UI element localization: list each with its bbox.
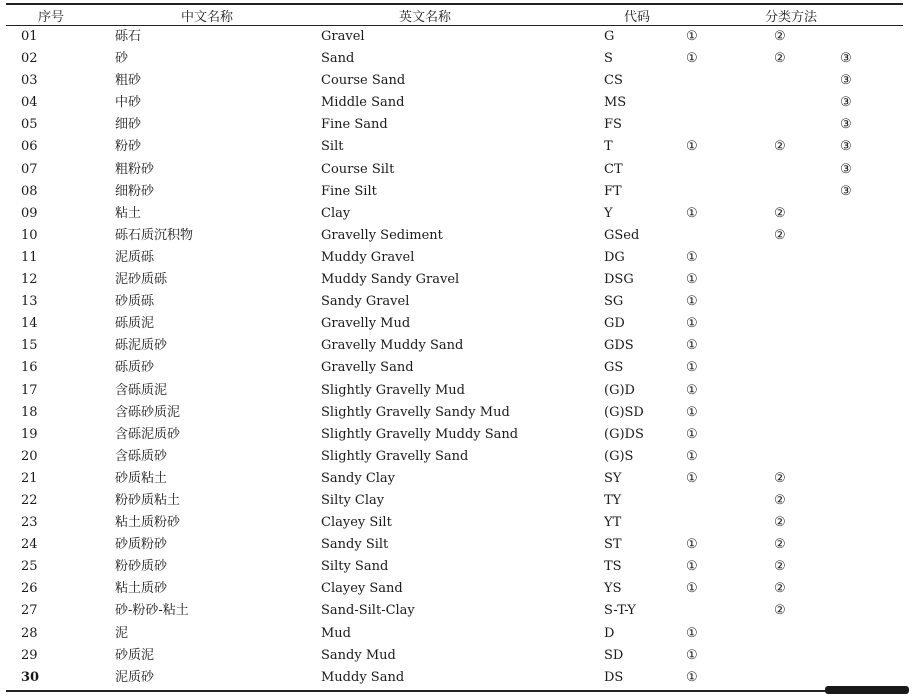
row-method-1: ① — [686, 581, 698, 597]
row-method-1: ① — [686, 338, 698, 354]
row-english-name: Clay — [321, 205, 351, 221]
row-chinese-name: 粗砂 — [115, 73, 142, 89]
row-index: 28 — [21, 625, 38, 641]
table-row — [6, 357, 903, 379]
row-chinese-name: 粉砂质砂 — [115, 559, 168, 575]
row-method-1: ① — [686, 448, 698, 464]
row-index: 21 — [21, 470, 38, 486]
row-code: DG — [604, 249, 625, 265]
row-method-1: ① — [686, 559, 698, 575]
row-index: 04 — [21, 95, 38, 111]
row-code: S-T-Y — [604, 603, 636, 619]
row-method-3: ③ — [840, 117, 852, 133]
row-chinese-name: 粘土质粉砂 — [115, 515, 181, 531]
row-code: G — [604, 29, 615, 44]
row-index: 02 — [21, 51, 38, 67]
row-chinese-name: 砂质粘土 — [115, 470, 168, 486]
row-code: CT — [604, 161, 623, 177]
row-chinese-name: 细砂 — [115, 117, 142, 133]
row-method-2: ② — [774, 559, 786, 575]
row-chinese-name: 泥砂质砾 — [115, 272, 168, 288]
header-classification-method: 分类方法 — [765, 10, 818, 25]
row-index: 15 — [21, 338, 38, 354]
table-row — [6, 313, 903, 335]
table-row — [6, 136, 903, 158]
row-method-2: ② — [774, 603, 786, 619]
row-method-2: ② — [774, 515, 786, 531]
row-method-1: ① — [686, 647, 698, 663]
row-method-2: ② — [774, 139, 786, 155]
row-english-name: Sand — [321, 51, 355, 67]
table-row — [6, 490, 903, 512]
row-chinese-name: 泥质砂 — [115, 669, 155, 685]
row-chinese-name: 砾质砂 — [115, 360, 155, 376]
table-row — [6, 600, 903, 622]
row-index: 12 — [21, 272, 38, 288]
row-method-1: ① — [686, 139, 698, 155]
row-index: 11 — [21, 249, 38, 265]
row-code: SG — [604, 294, 624, 310]
table-row — [6, 92, 903, 114]
table-row — [6, 247, 903, 269]
row-chinese-name: 细粉砂 — [115, 183, 155, 199]
row-index: 22 — [21, 492, 38, 508]
row-chinese-name: 粉砂质粘土 — [115, 492, 181, 508]
table-row — [6, 402, 903, 424]
row-method-2: ② — [774, 51, 786, 67]
row-method-3: ③ — [840, 161, 852, 177]
row-chinese-name: 砂质泥 — [115, 647, 155, 663]
row-english-name: Gravel — [321, 29, 365, 44]
row-index: 01 — [21, 29, 38, 44]
row-english-name: Sandy Silt — [321, 537, 389, 553]
row-english-name: Gravelly Sand — [321, 360, 414, 376]
row-method-1: ① — [686, 294, 698, 310]
table-row — [6, 203, 903, 225]
row-method-3: ③ — [840, 73, 852, 89]
row-method-2: ② — [774, 470, 786, 486]
table-row — [6, 48, 903, 70]
row-code: (G)D — [604, 382, 635, 398]
row-chinese-name: 砂质粉砂 — [115, 537, 168, 553]
row-code: GS — [604, 360, 624, 376]
row-code: SD — [604, 647, 624, 663]
row-index: 09 — [21, 205, 38, 221]
table-row — [6, 291, 903, 313]
row-english-name: Muddy Sand — [321, 669, 405, 685]
row-method-1: ① — [686, 404, 698, 420]
row-english-name: Sandy Clay — [321, 470, 396, 486]
row-english-name: Silty Sand — [321, 559, 389, 575]
row-chinese-name: 砂-粉砂-粘土 — [115, 603, 189, 619]
row-index: 25 — [21, 559, 38, 575]
table-row — [6, 335, 903, 357]
table-row — [6, 667, 903, 689]
row-method-2: ② — [774, 205, 786, 221]
row-english-name: Sandy Mud — [321, 647, 396, 663]
row-code: DS — [604, 669, 624, 685]
row-chinese-name: 泥质砾 — [115, 249, 155, 265]
header-index: 序号 — [38, 10, 65, 25]
watermark-mark — [825, 686, 909, 694]
row-index: 17 — [21, 382, 38, 398]
table-row — [6, 446, 903, 468]
row-english-name: Slightly Gravelly Muddy Sand — [321, 426, 519, 442]
row-chinese-name: 含砾泥质砂 — [115, 426, 181, 442]
table-row — [6, 424, 903, 446]
row-english-name: Course Silt — [321, 161, 395, 177]
row-index: 19 — [21, 426, 38, 442]
row-code: (G)DS — [604, 426, 644, 442]
row-index: 30 — [21, 669, 40, 685]
row-english-name: Slightly Gravelly Sandy Mud — [321, 404, 510, 420]
row-index: 10 — [21, 227, 38, 243]
row-chinese-name: 砾质泥 — [115, 316, 155, 332]
table-row — [6, 556, 903, 578]
row-method-3: ③ — [840, 183, 852, 199]
row-code: GDS — [604, 338, 634, 354]
row-code: FS — [604, 117, 622, 133]
row-method-1: ① — [686, 470, 698, 486]
table-row — [6, 623, 903, 645]
row-method-1: ① — [686, 316, 698, 332]
header-english-name: 英文名称 — [399, 10, 452, 25]
row-english-name: Sandy Gravel — [321, 294, 410, 310]
row-method-1: ① — [686, 29, 698, 44]
row-chinese-name: 粘土质砂 — [115, 581, 168, 597]
row-method-1: ① — [686, 426, 698, 442]
row-english-name: Muddy Gravel — [321, 249, 415, 265]
row-code: CS — [604, 73, 623, 89]
row-code: YS — [604, 581, 622, 597]
table-row — [6, 645, 903, 667]
row-english-name: Mud — [321, 625, 352, 641]
row-chinese-name: 砾泥质砂 — [115, 338, 168, 354]
table-header — [6, 3, 903, 25]
row-english-name: Middle Sand — [321, 95, 405, 111]
row-method-2: ② — [774, 227, 786, 243]
row-index: 29 — [21, 647, 38, 663]
row-chinese-name: 含砾砂质泥 — [115, 404, 181, 420]
row-index: 18 — [21, 404, 38, 420]
row-english-name: Sand-Silt-Clay — [321, 603, 415, 619]
row-chinese-name: 含砾质泥 — [115, 382, 168, 398]
row-method-1: ① — [686, 249, 698, 265]
row-index: 14 — [21, 316, 38, 332]
table-bottom-rule — [6, 690, 903, 692]
row-index: 13 — [21, 294, 38, 310]
row-chinese-name: 砾石质沉积物 — [115, 227, 194, 243]
row-method-1: ① — [686, 272, 698, 288]
row-method-1: ① — [686, 382, 698, 398]
row-english-name: Fine Silt — [321, 183, 377, 199]
row-code: Y — [604, 205, 613, 221]
row-method-1: ① — [686, 625, 698, 641]
header-code: 代码 — [624, 10, 651, 25]
table-row — [6, 225, 903, 247]
row-method-2: ② — [774, 537, 786, 553]
row-index: 27 — [21, 603, 38, 619]
row-english-name: Slightly Gravelly Sand — [321, 448, 469, 464]
row-method-2: ② — [774, 492, 786, 508]
row-index: 08 — [21, 183, 38, 199]
row-index: 20 — [21, 448, 38, 464]
table-row — [6, 26, 903, 48]
row-code: FT — [604, 183, 622, 199]
row-chinese-name: 中砂 — [115, 95, 142, 111]
row-code: MS — [604, 95, 627, 111]
row-method-1: ① — [686, 537, 698, 553]
row-index: 23 — [21, 515, 38, 531]
header-chinese-name: 中文名称 — [181, 10, 234, 25]
row-method-1: ① — [686, 51, 698, 67]
row-chinese-name: 含砾质砂 — [115, 448, 168, 464]
row-chinese-name: 粗粉砂 — [115, 161, 155, 177]
row-english-name: Clayey Silt — [321, 515, 392, 531]
row-code: T — [604, 139, 613, 155]
row-english-name: Gravelly Muddy Sand — [321, 338, 464, 354]
row-english-name: Silty Clay — [321, 492, 385, 508]
row-english-name: Muddy Sandy Gravel — [321, 272, 460, 288]
row-method-3: ③ — [840, 139, 852, 155]
row-code: (G)SD — [604, 404, 644, 420]
row-method-2: ② — [774, 29, 786, 44]
row-english-name: Gravelly Mud — [321, 316, 411, 332]
row-index: 26 — [21, 581, 38, 597]
row-method-1: ① — [686, 205, 698, 221]
row-english-name: Gravelly Sediment — [321, 227, 443, 243]
row-code: SY — [604, 470, 622, 486]
row-code: GSed — [604, 227, 640, 243]
row-chinese-name: 砂质砾 — [115, 294, 155, 310]
row-method-3: ③ — [840, 51, 852, 67]
table-row — [6, 269, 903, 291]
table-row — [6, 534, 903, 556]
row-code: DSG — [604, 272, 634, 288]
table-row — [6, 70, 903, 92]
row-chinese-name: 粉砂 — [115, 139, 142, 155]
row-index: 24 — [21, 537, 38, 553]
row-index: 07 — [21, 161, 38, 177]
row-code: GD — [604, 316, 625, 332]
row-chinese-name: 泥 — [115, 625, 129, 641]
row-method-1: ① — [686, 669, 698, 685]
row-index: 05 — [21, 117, 38, 133]
row-english-name: Silt — [321, 139, 344, 155]
row-english-name: Course Sand — [321, 73, 406, 89]
row-code: ST — [604, 537, 622, 553]
table-row — [6, 512, 903, 534]
row-code: (G)S — [604, 448, 634, 464]
row-method-1: ① — [686, 360, 698, 376]
table-body — [6, 26, 903, 689]
table-row — [6, 181, 903, 203]
row-code: TY — [604, 492, 622, 508]
table-row — [6, 380, 903, 402]
row-index: 03 — [21, 73, 38, 89]
row-method-2: ② — [774, 581, 786, 597]
row-code: D — [604, 625, 615, 641]
row-english-name: Clayey Sand — [321, 581, 403, 597]
row-method-3: ③ — [840, 95, 852, 111]
row-index: 16 — [21, 360, 38, 376]
row-chinese-name: 砾石 — [115, 29, 142, 44]
row-english-name: Fine Sand — [321, 117, 388, 133]
row-code: TS — [604, 559, 622, 575]
row-chinese-name: 粘土 — [115, 205, 142, 221]
table-row — [6, 578, 903, 600]
row-code: S — [604, 51, 613, 67]
table-row — [6, 159, 903, 181]
row-english-name: Slightly Gravelly Mud — [321, 382, 465, 398]
row-code: YT — [604, 515, 622, 531]
table-row — [6, 468, 903, 490]
table-row — [6, 114, 903, 136]
row-index: 06 — [21, 139, 38, 155]
row-chinese-name: 砂 — [115, 51, 129, 67]
